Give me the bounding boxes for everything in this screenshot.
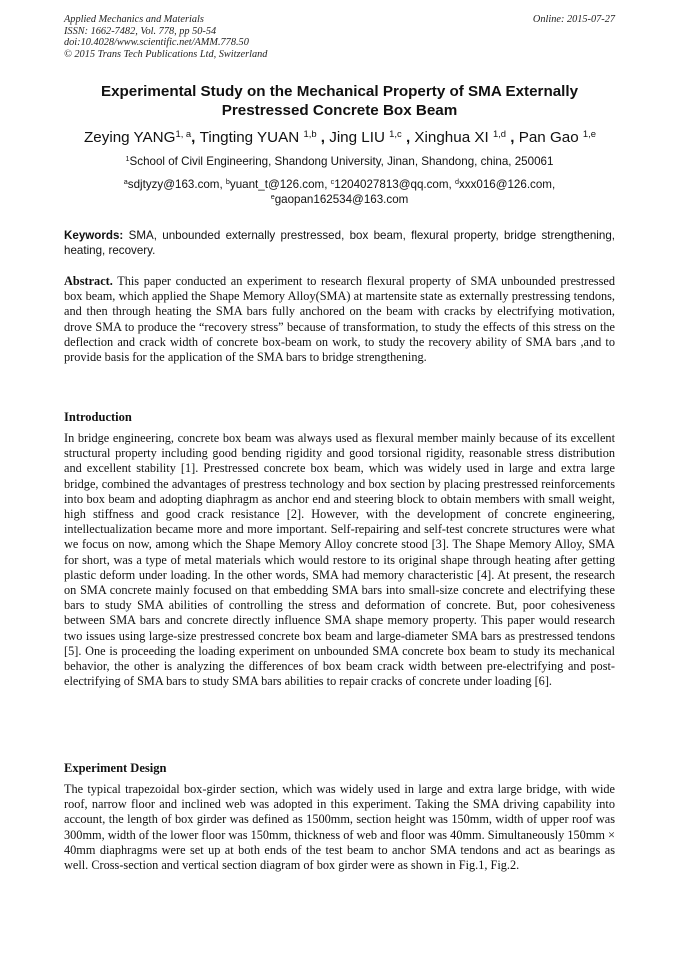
author-name: Tingting YUAN bbox=[199, 129, 300, 146]
journal-doi: doi:10.4028/www.scientific.net/AMM.778.50 bbox=[64, 37, 249, 49]
affiliation bbox=[64, 155, 615, 169]
email-address: 1204027813@qq.com, bbox=[334, 178, 452, 191]
email-mark: d bbox=[454, 177, 459, 187]
keywords bbox=[64, 229, 615, 258]
keywords-label: Keywords: bbox=[64, 229, 124, 242]
introduction-paragraph: In bridge engineering, concrete box beam was always used as flexural member mainly because of its excellent structural property including good bending rigidity and good torsional rigidity, reasonable stress distribution and excellent stability [1]. Prestressed concrete box beam, which was widely used in large and extra large bridge, combined the advantages of prestress technology and box section by placing prestressed reinforcements into box beam and adopting diaphragm as anchor end and steering block to obtain members with small weight, high stiffness and good crack resistance [2]. However, with the development of concrete engineering, intellectualization became more and more important. Self-repairing and self-test concrete structures were what we focus on now, among which the Shape Memory Alloy concrete stood [3]. The Shape Memory Alloy, SMA for short, was a type of metal materials which would restore to its original shape through heating after getting plastic deform under loading. In the other words, SMA had memory characteristic [4]. At present, the research on SMA concrete mainly focused on that embedding SMA bars into small-size concrete and electrifying these bars to study SMA abilities of controlling the stress and deformation of concrete. But, poor cohesiveness between SMA bars and concrete directly influence SMA shape memory property. This paper would research two issues using large-size prestressed concrete box beam and large-diameter SMA bars as prestressed tendons [5]. One is proceeding the loading experiment on unbounded SMA concrete box beam to study its mechanical behavior, the other is analyzing the differences of box beam crack width between pre-electrifying and post-electrifying of SMA bars to study SMA bars abilities to repair cracks of concrete under loading [6]. bbox=[64, 431, 615, 689]
author-affiliation-mark: 1,d bbox=[492, 127, 507, 139]
paper-title: Experimental Study on the Mechanical Property of SMA Externally Prestressed Concrete Box Beam bbox=[100, 83, 579, 119]
keywords-text: SMA, unbounded externally prestressed, box beam, flexural property, bridge strengthening, heating, recovery. bbox=[64, 229, 615, 257]
email-mark: b bbox=[225, 177, 230, 187]
online-date: Online: 2015-07-27 bbox=[532, 14, 615, 25]
email-address: sdjtyzy@163.com, bbox=[127, 178, 223, 191]
author-name: Zeying YANG bbox=[84, 129, 176, 146]
affiliation-mark: 1 bbox=[125, 154, 130, 164]
section-heading-experiment-design: Experiment Design bbox=[64, 761, 167, 775]
email-mark: a bbox=[123, 177, 128, 187]
abstract bbox=[64, 274, 615, 365]
email-address: xxx016@126.com, bbox=[458, 178, 556, 191]
experiment-design-paragraph: The typical trapezoidal box-girder section, which was widely used in large and extra large bridge, with wide roof, narrow floor and inclined web was adopted in this experiment. Taking the SMA driving capability into account, the length of box girder was defined as 1500mm, section height was 150mm, width of upper roof was 300mm, width of the lower floor was 150mm, thickness of web and floor was 40mm. Simultaneously 150mm × 40mm diaphragms were set up at both ends of the test beam to anchor SMA tendons and act as bearings as well. Cross-section and vertical section diagram of box girder were as shown in Fig.1, Fig.2. bbox=[64, 782, 615, 873]
author-affiliation-mark: 1, a bbox=[175, 127, 192, 139]
journal-name: Applied Mechanics and Materials bbox=[64, 14, 204, 25]
journal-issn: ISSN: 1662-7482, Vol. 778, pp 50-54 bbox=[64, 25, 217, 37]
abstract-text: This paper conducted an experiment to research flexural property of SMA unbounded prestressed box beam, which applied the Shape Memory Alloy(SMA) at martensite state as externally prestressing tendons, and then through heating the SMA bars fully anchored on the beam with cracks by electrifying motivation, drove SMA to produce the “recovery stress” because of transformation, to study the effects of this stress on the deflection and crack width of concrete box-beam on work, to study the recovery ability of SMA bars ,and to provide basis for the application of the SMA bars to bridge strengthening. bbox=[64, 274, 615, 365]
journal-copyright: © 2015 Trans Tech Publications Ltd, Switzerland bbox=[64, 48, 268, 60]
author-name: Pan Gao bbox=[518, 129, 579, 146]
author-affiliation-mark: 1,c bbox=[389, 127, 402, 139]
author-name: Xinghua XI bbox=[414, 129, 489, 146]
email-address: gaopan162534@163.com bbox=[274, 192, 409, 206]
section-heading-introduction: Introduction bbox=[64, 410, 132, 424]
email-mark: e bbox=[270, 191, 275, 201]
author-affiliation-mark: 1,b bbox=[303, 127, 317, 139]
email-address: yuant_t@126.com, bbox=[229, 178, 328, 191]
author-name: Jing LIU bbox=[329, 129, 385, 146]
journal-header bbox=[64, 14, 615, 60]
author-affiliation-mark: 1,e bbox=[582, 127, 596, 139]
email-mark: c bbox=[330, 177, 335, 187]
affiliation-text: School of Civil Engineering, Shandong University, Jinan, Shandong, china, 250061 bbox=[129, 155, 554, 168]
author-list: Zeying YANG$^{1, a}$, Tingting YUAN $^{1,b}$ , Jing LIU $^{1,c}$ , Xinghua XI $^{1,d}$ , Pan Gao $^{1,e}$ bbox=[84, 127, 596, 146]
abstract-label: Abstract. bbox=[64, 274, 113, 288]
email-list bbox=[64, 178, 615, 207]
